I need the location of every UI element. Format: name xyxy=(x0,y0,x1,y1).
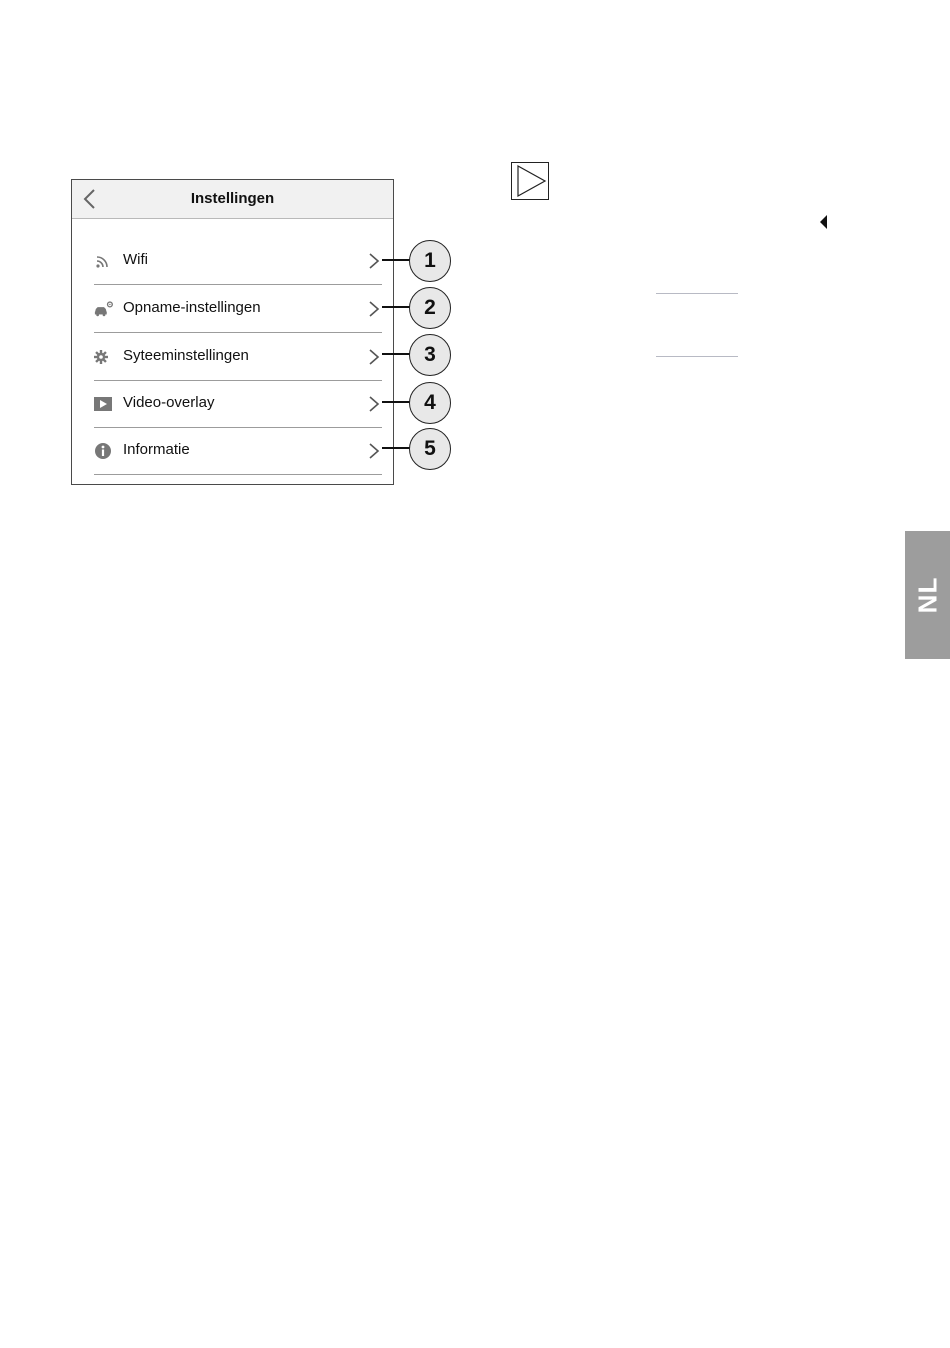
chevron-right-icon xyxy=(368,442,380,460)
wifi-icon xyxy=(94,252,114,270)
video-play-icon xyxy=(94,395,114,413)
settings-screen xyxy=(71,179,394,485)
chevron-right-icon xyxy=(368,395,380,413)
menu-item-system-settings[interactable] xyxy=(94,333,382,381)
callout-number: 5 xyxy=(409,428,451,470)
menu-item-video-overlay[interactable] xyxy=(94,380,382,428)
screen-header xyxy=(72,180,393,219)
screen-title: Instellingen xyxy=(190,190,275,207)
menu-item-label: Video-overlay xyxy=(123,394,215,411)
play-box xyxy=(511,162,549,200)
menu-item-label: Wifi xyxy=(123,251,148,268)
callout-leader-line xyxy=(382,306,410,308)
triangle-left-icon xyxy=(820,215,828,229)
callout-leader-line xyxy=(382,447,410,449)
menu-item-label: Opname-instellingen xyxy=(123,299,261,316)
callout-number: 1 xyxy=(409,240,451,282)
callout-leader-line xyxy=(382,353,410,355)
callout-leader-line xyxy=(382,401,410,403)
gear-icon xyxy=(94,348,114,366)
menu-item-label: Informatie xyxy=(123,441,190,458)
callout-number: 2 xyxy=(409,287,451,329)
play-triangle-icon xyxy=(512,163,548,199)
divider-line xyxy=(656,356,738,357)
menu-item-information[interactable] xyxy=(94,427,382,475)
language-tab-label: NL xyxy=(912,576,942,614)
chevron-right-icon xyxy=(368,300,380,318)
chevron-right-icon xyxy=(368,252,380,270)
callout-number: 3 xyxy=(409,334,451,376)
info-icon xyxy=(94,442,114,460)
chevron-right-icon xyxy=(368,348,380,366)
language-tab xyxy=(905,531,950,659)
divider-line xyxy=(656,293,738,294)
menu-item-recording-settings[interactable] xyxy=(94,285,382,333)
callout-number: 4 xyxy=(409,382,451,424)
menu-item-wifi[interactable] xyxy=(94,237,382,285)
callout-leader-line xyxy=(382,259,410,261)
menu-item-label: Syteeminstellingen xyxy=(123,347,249,364)
car-settings-icon xyxy=(94,300,114,318)
